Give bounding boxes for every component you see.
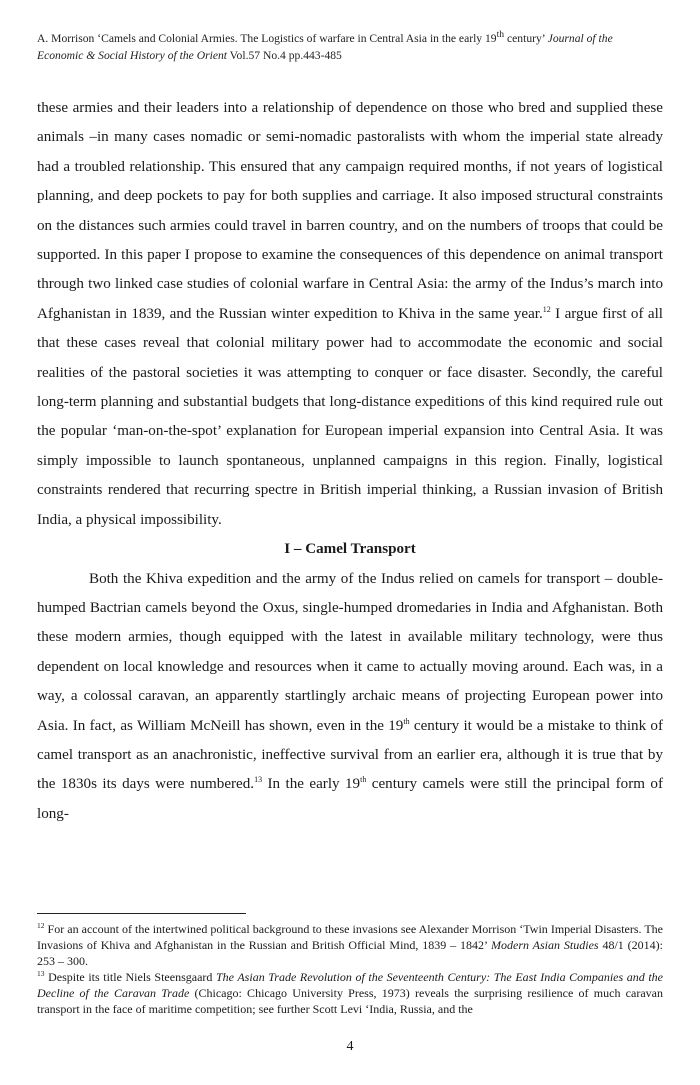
header-superscript: th [496,29,505,40]
paragraph-2-text-c: In the early 19 [262,776,361,793]
footnote-12-text-a: For an account of the intertwined political background to these invasions see Alexander Morrison ‘Twin Imperial Disasters. The Invasions of Khiva and Afghanistan in the Russian and British Official Mind, 1839 – 1842’ [37,922,663,952]
footnote-13 [37,969,663,1017]
footnote-12-text-b: 48/1 (2014): 253 – 300. [37,938,663,968]
footnote-ref-12[interactable]: 12 [542,304,551,314]
page-number: 4 [346,1039,354,1054]
paragraph-1-text-a: these armies and their leaders into a relationship of dependence on those who bred and supplied these animals –in many cases nomadic or semi-nomadic pastoralists with whom the imperial state already had a troubled relationship. This ensured that any campaign required months, if not years of logistical planning, and deep pockets to pay for both supplies and carriage. It also imposed structural constraints on the distances such armies could travel in barren country, and on the numbers of troops that could be supported. In this paper I propose to examine the consequences of this dependence on animal transport through two linked case studies of colonial warfare in Central Asia: the army of the Indus’s march into Afghanistan in 1839, and the Russian winter expedition to Khiva in the same year. [37,100,663,322]
running-header [37,26,657,64]
header-citation: Vol.57 No.4 pp.443-485 [226,48,342,62]
ordinal-superscript: th [403,716,410,726]
footnote-divider [37,913,246,914]
ordinal-superscript: th [360,775,367,785]
section-heading: I – Camel Transport [284,541,416,558]
footnote-12-journal: Modern Asian Studies [491,938,599,952]
footnote-number: 13 [37,969,45,978]
footnote-number: 12 [37,921,45,930]
header-article-title-end: century’ [504,31,548,45]
paragraph-1-text-b: I argue first of all that these cases reveal that colonial military power had to accommodate the economic and social realities of the pastoral societies it was attempting to conquer or face disaster. Secondly, the careful long-term planning and substantial budgets that long-distance expeditions of this kind required rule out the popular ‘man-on-the-spot’ explanation for European imperial expansion into Central Asia. It was simply impossible to launch spontaneous, unplanned campaigns in this region. Finally, logistical constraints rendered that recurring spectre in British imperial thinking, a Russian invasion of British India, a physical impossibility. [37,305,663,528]
paragraph-2-text-d: century camels were still the principal form of long- [37,776,663,822]
header-author: A. Morrison [37,31,98,45]
footnote-ref-13[interactable]: 13 [254,775,263,785]
paragraph-2 [37,565,663,830]
footnote-12 [37,921,663,969]
header-journal: Journal of the Economic & Social History of the Orient [37,31,613,62]
footnote-13-text-a: Despite its title Niels Steensgaard [44,970,216,984]
header-article-title: ‘Camels and Colonial Armies. The Logistics of warfare in Central Asia in the early 19 [97,31,497,45]
footnotes [37,921,663,1017]
footnote-13-book-title: The Asian Trade Revolution of the Seventeenth Century: The East India Companies and the Decline of the Caravan Trade [37,970,663,1000]
footnote-13-text-b: (Chicago: Chicago University Press, 1973) reveals the surprising resilience of much caravan transport in the face of maritime competition; see further Scott Levi ‘India, Russia, and the [37,986,663,1016]
paragraph-2-text-a: Both the Khiva expedition and the army of the Indus relied on camels for transport – double-humped Bactrian camels beyond the Oxus, single-humped dromedaries in India and Afghanistan. Both these modern armies, though equipped with the latest in available military technology, were thus dependent on local knowledge and resources when it came to actually moving around. Each was, in a way, a colossal caravan, an apparently startlingly archaic means of projecting European power into Asia. In fact, as William McNeill has shown, even in the 19 [37,570,663,734]
paragraph-2-text-b: century it would be a mistake to think of camel transport as an anachronistic, ineffective survival from an earlier era, although it is true that by the 1830s its days were numbered. [37,717,663,793]
paragraph-1 [37,94,663,535]
body-text [37,94,663,829]
